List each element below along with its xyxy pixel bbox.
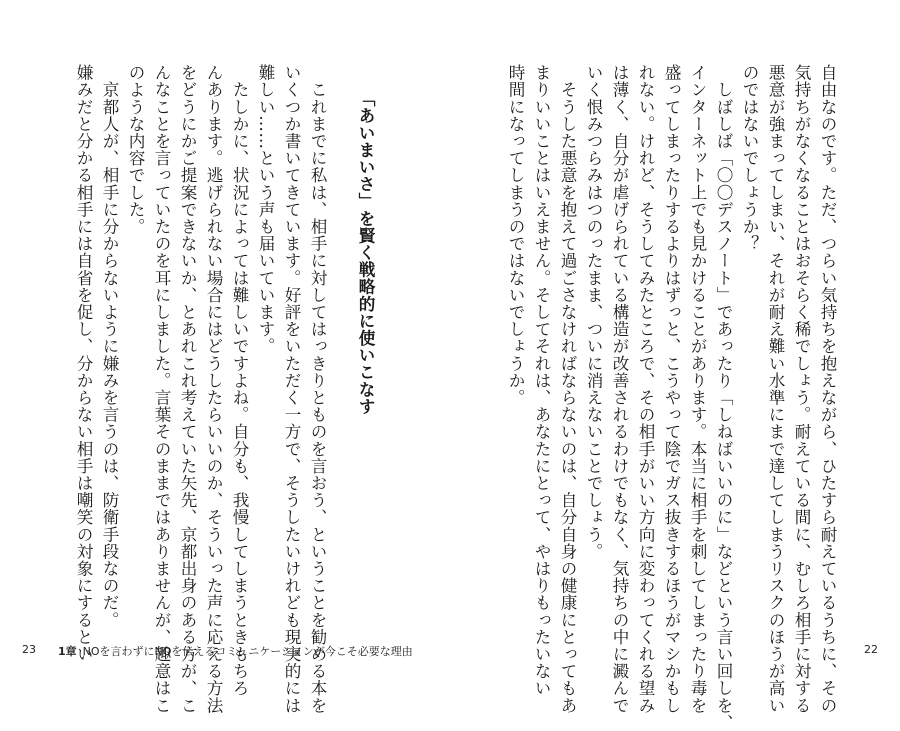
text-line: は薄く、自分が虐げられている構造が改善されるわけでもなく、気持ちの中に澱んで xyxy=(610,64,629,714)
text-line: たしかに、状況によっては難しいですよね。自分も、我慢してしまうときもちろ xyxy=(230,64,249,697)
text-line: 気持ちがなくなることはおそらく稀でしょう。耐えている間に、むしろ相手に対する xyxy=(792,64,811,714)
text-line: そうした悪意を抱えて過ごさなければならないのは、自分自身の健康にとってもあ xyxy=(558,64,577,714)
text-line: インターネット上でも見かけることがあります。本当に相手を刺してしまったり毒を xyxy=(688,64,707,714)
text-line: 盛ってしまったりするよりはずっと、こうやって陰でガス抜きするほうがマシかもし xyxy=(662,64,681,714)
text-line: 悪意が強まってしまい、それが耐え難い水準にまで達してしまうリスクのほうが高い xyxy=(766,64,785,714)
text-line: 嫌みだと分かる相手には自省を促し、分からない相手は嘲笑の対象にするとい xyxy=(74,64,93,663)
text-line: しばしば「〇〇デスノート」であったり「しねばいいのに」などという言い回しを、 xyxy=(714,64,733,731)
running-header xyxy=(58,643,413,659)
text-line: をどうにかご提案できないか、とあれこれ考えていた矢先、京都出身のある方が、こ xyxy=(178,64,197,714)
text-line: いく恨みつらみはつのったまま、ついに消えないことでしょう。 xyxy=(584,64,603,560)
chapter-label: 1章 xyxy=(58,645,77,658)
right-page-number: 22 xyxy=(864,643,878,656)
section-heading: 「あいまいさ」を賢く戦略的に使いこなす xyxy=(356,90,375,415)
left-page-number: 23 xyxy=(22,643,36,656)
right-page-text xyxy=(506,64,840,731)
text-line: んなことを言っていたのを耳にしました。言葉そのままではありませんが、趣意はこ xyxy=(152,64,171,714)
text-line: 自由なのです。ただ、つらい気持ちを抱えながら、ひたすら耐えているうちに、その xyxy=(818,64,837,714)
text-line: んあります。逃げられない場合にはどうしたらいいのか、そういった声に応える方法 xyxy=(204,64,223,714)
text-line: これまでに私は、相手に対してはっきりとものを言おう、ということを勧める本を xyxy=(308,64,327,714)
text-line: 時間になってしまうのではないでしょうか。 xyxy=(506,64,525,406)
text-line: のような内容でした。 xyxy=(126,64,145,235)
text-line: のではないでしょうか？ xyxy=(740,64,759,253)
chapter-title: NOを言わずにNOを伝えるコミュニケーションが今こそ必要な理由 xyxy=(82,645,413,658)
text-line: 難しい……という声も届いています。 xyxy=(256,64,275,355)
text-line: まりいいことはいえません。そしてそれは、あなたにとって、やはりもったいない xyxy=(532,64,551,697)
text-line: 京都人が、相手に分からないように嫌みを言うのは、防衛手段なのだ。 xyxy=(100,64,119,629)
text-line: れない。けれど、そうしてみたところで、その相手がいい方向に変わってくれる望み xyxy=(636,64,655,714)
text-line: いくつか書いてきています。好評をいただく一方で、そうしたいけれども現実的には xyxy=(282,64,301,714)
page-footer xyxy=(0,643,900,659)
